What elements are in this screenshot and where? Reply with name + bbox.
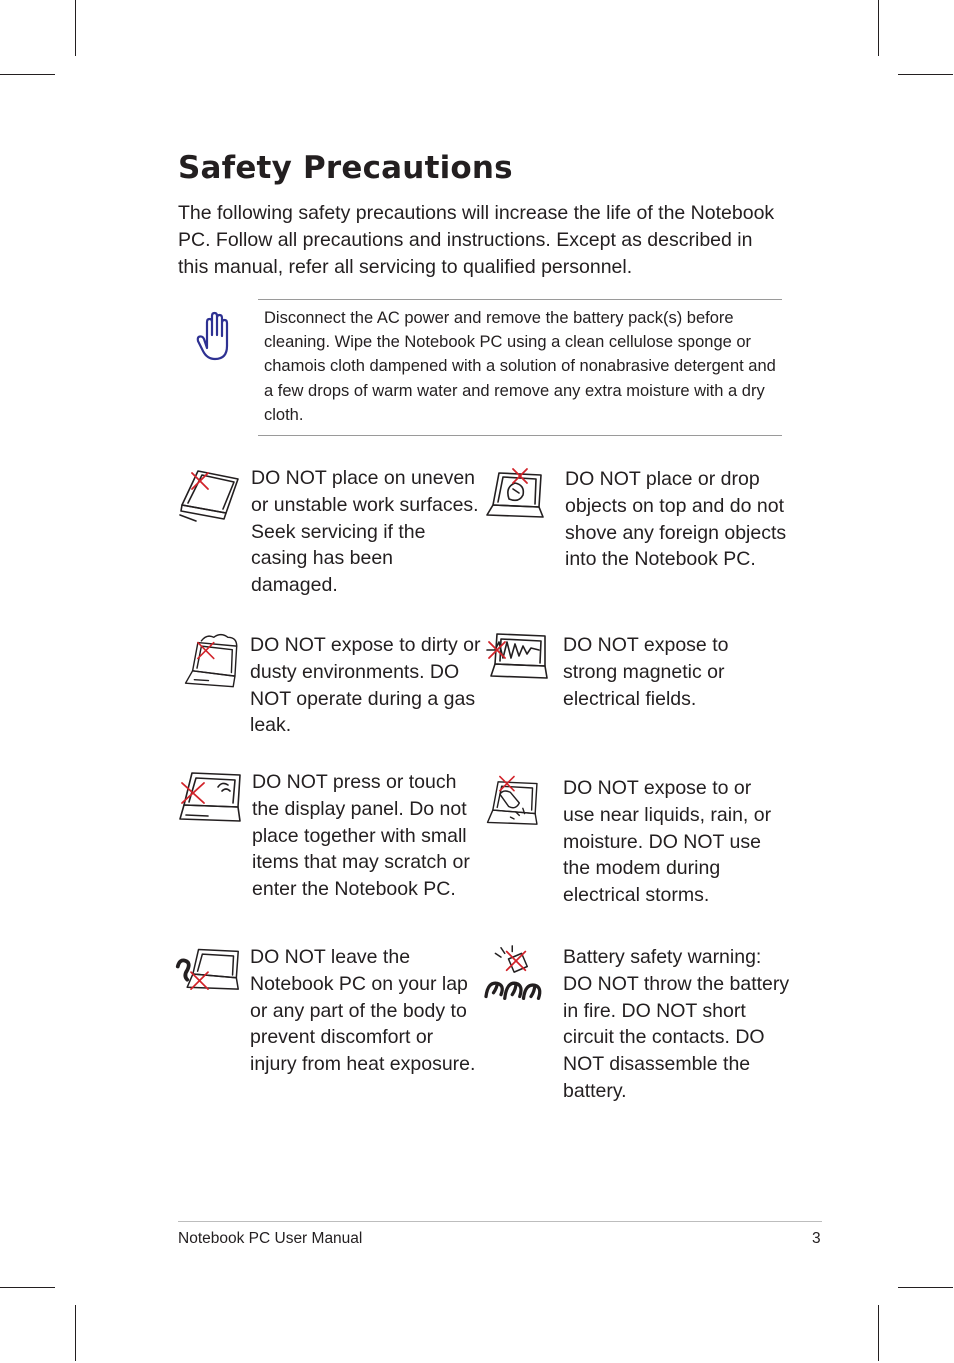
note-top-rule	[258, 299, 782, 300]
page-number: 3	[812, 1230, 821, 1247]
liquid-icon	[480, 773, 548, 833]
footer-rule	[178, 1221, 822, 1222]
crop-mark	[75, 1305, 76, 1361]
crop-mark	[878, 1305, 879, 1361]
lap-heat-icon	[174, 944, 242, 1004]
warning-text: Battery safety warning: DO NOT throw the battery in fire. DO NOT short circuit the contacts. DO NOT disassemble the battery.	[563, 946, 790, 1102]
drop-objects-icon	[485, 465, 553, 525]
note-bottom-rule	[258, 435, 782, 436]
press-display-icon	[178, 769, 246, 829]
warning-text: DO NOT press or touch the display panel. Do not place together with small items that may scratch or enter the Notebook PC.	[252, 771, 470, 901]
unstable-surface-icon	[178, 465, 246, 525]
warning-text: DO NOT leave the Notebook PC on your lap or any part of the body to prevent discomfort or injury from heat exposure.	[250, 946, 476, 1076]
battery-fire-icon	[482, 944, 550, 1004]
warning-text: DO NOT expose to or use near liquids, rain, or moisture. DO NOT use the modem during electrical storms.	[563, 777, 772, 907]
crop-mark	[878, 0, 879, 56]
warning-text: DO NOT place or drop objects on top and do not shove any foreign objects into the Notebook PC.	[565, 468, 787, 571]
dusty-environment-icon	[178, 632, 246, 692]
crop-mark	[0, 74, 55, 75]
crop-mark	[898, 74, 953, 75]
crop-mark	[0, 1287, 55, 1288]
crop-mark	[75, 0, 76, 56]
magnetic-field-icon	[485, 630, 553, 690]
warning-text: DO NOT expose to strong magnetic or electrical fields.	[563, 634, 729, 710]
crop-mark	[898, 1287, 953, 1288]
note-text: Disconnect the AC power and remove the battery pack(s) before cleaning. Wipe the Notebook PC using a clean cellulose sponge or chamois cloth dampened with a solution of nonabrasive detergent and a few drops of warm water and remove any extra moisture with a dry cloth.	[264, 309, 776, 424]
footer-title: Notebook PC User Manual	[178, 1230, 363, 1247]
warning-text: DO NOT expose to dirty or dusty environments. DO NOT operate during a gas leak.	[250, 634, 481, 737]
intro-paragraph: The following safety precautions will increase the life of the Notebook PC. Follow all precautions and instructions. Except as described in this manual, refer all servicing to qualified personnel.	[178, 202, 775, 278]
hand-icon	[194, 308, 234, 364]
page-title: Safety Precautions	[178, 150, 513, 186]
warning-text: DO NOT place on uneven or unstable work surfaces. Seek servicing if the casing has been damaged.	[251, 467, 479, 597]
